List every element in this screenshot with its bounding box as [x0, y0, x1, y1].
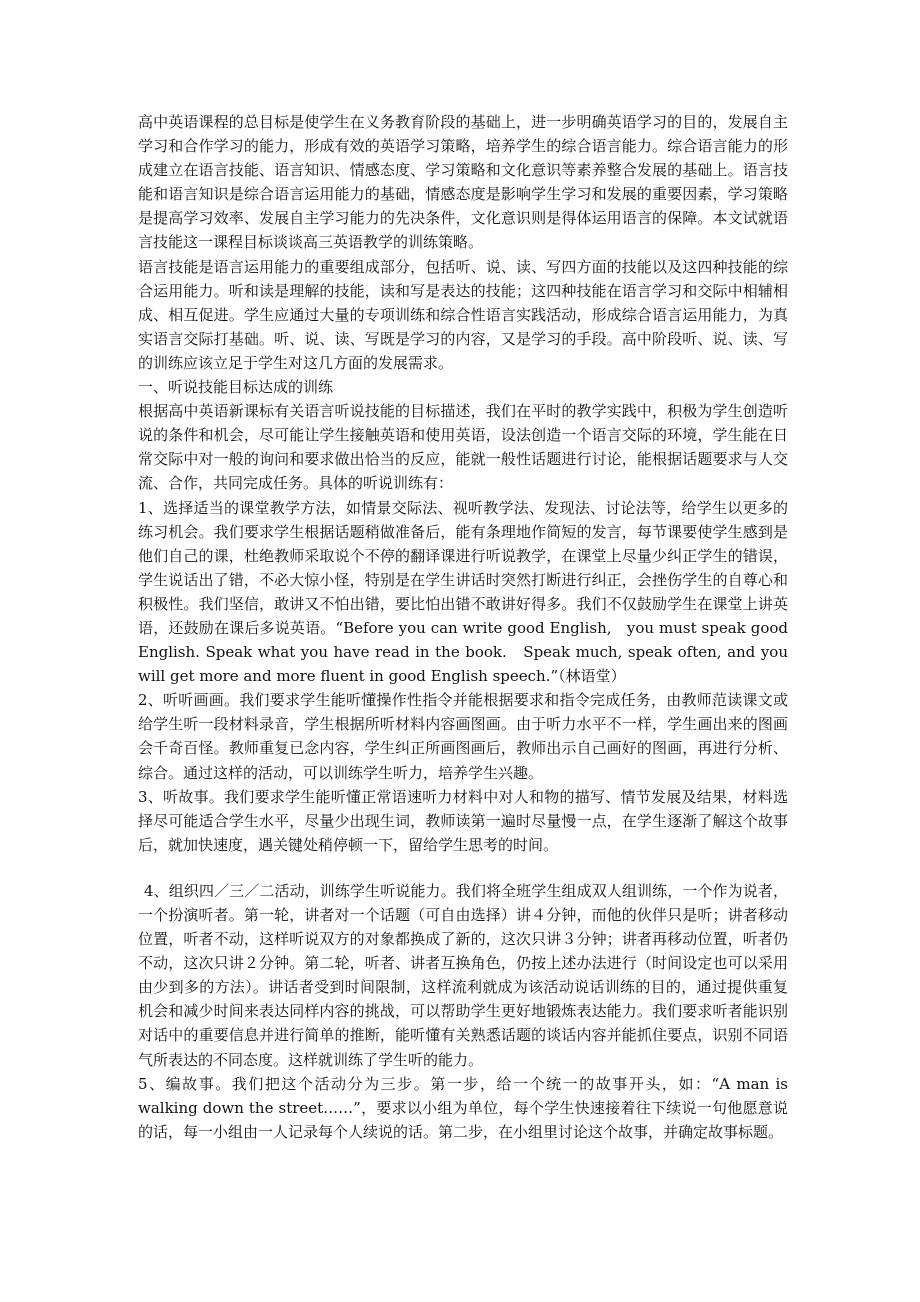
- section-heading: 一、听说技能目标达成的训练: [138, 378, 334, 397]
- paragraph-language-skills: 语言技能是语言运用能力的重要组成部分，包括听、说、读、写四方面的技能以及这四种技能的综合运用能力。听和读是理解的技能，读和写是表达的技能；这四种技能在语言学习和交际中相辅相成、相互促进。学生应通过大量的专项训练和综合性语言实践活动，形成综合语言运用能力，为真实语言交际打基础。听、说、读、写既是学习的内容，又是学习的手段。高中阶段听、说、读、写的训练应该立足于学生对这几方面的发展需求。: [138, 257, 788, 372]
- paragraph-item-5: 5、编故事。我们把这个活动分为三步。第一步，给一个统一的故事开头，如：“A man is walking down the street……”，要求以小组为单位，每个学生快速接着往下续说一句他愿意说的话，每一小组由一人记录每个人续说的话。第二步，在小组里讨论这个故事，并确定故事标题。: [138, 1074, 788, 1141]
- paragraph-item-3: 3、听故事。我们要求学生能听懂正常语速听力材料中对人和物的描写、情节发展及结果，材料选择尽可能适合学生水平，尽量少出现生词，教师读第一遍时尽量慢一点，在学生逐渐了解这个故事后，就加快速度，遇关键处稍停顿一下，留给学生思考的时间。: [138, 787, 788, 854]
- paragraph-intro: 高中英语课程的总目标是使学生在义务教育阶段的基础上，进一步明确英语学习的目的，发展自主学习和合作学习的能力，形成有效的英语学习策略，培养学生的综合语言能力。综合语言能力的形成建立在语言技能、语言知识、情感态度、学习策略和文化意识等素养整合发展的基础上。语言技能和语言知识是综合语言运用能力的基础，情感态度是影响学生学习和发展的重要因素，学习策略是提高学习效率、发展自主学习能力的先决条件，文化意识则是得体运用语言的保障。本文试就语言技能这一课程目标谈谈高三英语教学的训练策略。: [138, 113, 788, 252]
- document-body: [138, 110, 788, 1144]
- paragraph-item-4: 4、组织四／三／二活动，训练学生听说能力。我们将全班学生组成双人组训练，一个作为说者，一个扮演听者。第一轮，讲者对一个话题（可自由选择）讲４分钟，而他的伙伴只是听；讲者移动位置，听者不动，这样听说双方的对象都换成了新的，这次只讲３分钟；讲者再移动位置，听者仍不动，这次只讲２分钟。第二轮，听者、讲者互换角色，仍按上述办法进行（时间设定也可以采用由少到多的方法）。讲话者受到时间限制，这样流利就成为该活动说话训练的目的，通过提供重复机会和减少时间来表达同样内容的挑战，可以帮助学生更好地锻炼表达能力。我们要求听者能识别对话中的重要信息并进行简单的推断，能听懂有关熟悉话题的谈话内容并能抓住要点，识别不同语气所表达的不同态度。这样就训练了学生听的能力。: [138, 881, 788, 1069]
- paragraph-listening-speaking-goals: 根据高中英语新课标有关语言听说技能的目标描述，我们在平时的教学实践中，积极为学生创造听说的条件和机会，尽可能让学生接触英语和使用英语，设法创造一个语言交际的环境，学生能在日常交际中对一般的询问和要求做出恰当的反应，能就一般性话题进行讨论，能根据话题要求与人交流、合作，共同完成任务。具体的听说训练有：: [138, 402, 788, 493]
- paragraph-item-1: 1、选择适当的课堂教学方法，如情景交际法、视听教学法、发现法、讨论法等，给学生以更多的练习机会。我们要求学生根据话题稍做准备后，能有条理地作简短的发言，每节课要使学生感到是他们自己的课，杜绝教师采取说个不停的翻译课进行听说教学，在课堂上尽量少纠正学生的错误，学生说话出了错，不必大惊小怪，特别是在学生讲话时突然打断进行纠正，会挫伤学生的自尊心和积极性。我们坚信，敢讲又不怕出错，要比怕出错不敢讲好得多。我们不仅鼓励学生在课堂上讲英语，还鼓励在课后多说英语。“Before you can write good English, you must speak good English. Speak what you have read in the book. Speak much, speak often, and you will get more and more fluent in good English speech.”（林语堂）: [138, 498, 788, 686]
- paragraph-item-2: 2、听听画画。我们要求学生能听懂操作性指令并能根据要求和指令完成任务，由教师范读课文或给学生听一段材料录音，学生根据所听材料内容画图画。由于听力水平不一样，学生画出来的图画会千奇百怪。教师重复已念内容，学生纠正所画图画后，教师出示自己画好的图画，再进行分析、综合。通过这样的活动，可以训练学生听力，培养学生兴趣。: [138, 691, 788, 782]
